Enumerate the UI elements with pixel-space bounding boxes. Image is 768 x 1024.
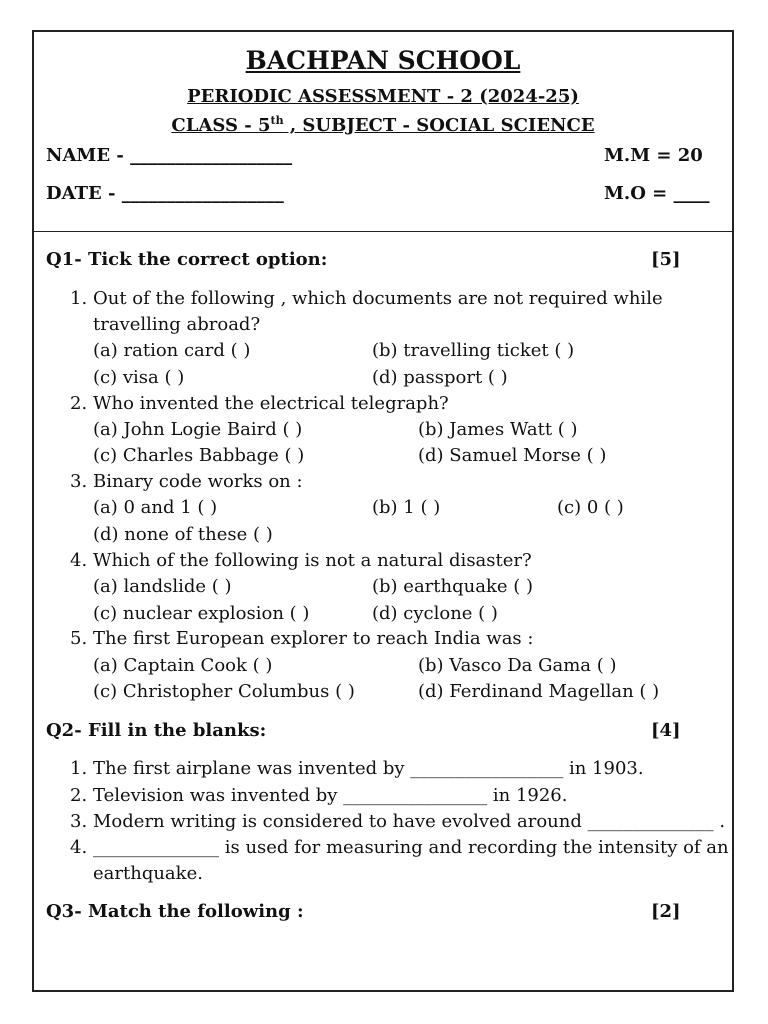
q1-num: 3. <box>70 471 88 492</box>
q2-blank: Modern writing is considered to have evolved around ______________ . <box>93 811 726 832</box>
option-b: (b) 1 ( ) <box>372 497 441 518</box>
option-d: (d) Ferdinand Magellan ( ) <box>418 681 660 702</box>
school-name: BACHPAN SCHOOL <box>245 46 521 75</box>
option-b: (b) earthquake ( ) <box>372 576 533 597</box>
option-b: (b) travelling ticket ( ) <box>372 340 575 361</box>
header-divider <box>33 231 733 232</box>
q3-title: Q3- Match the following : <box>46 901 304 922</box>
assessment-title: PERIODIC ASSESSMENT - 2 (2024-25) <box>187 86 579 107</box>
subject-label: , SUBJECT - SOCIAL SCIENCE <box>283 115 595 136</box>
option-a: (a) 0 and 1 ( ) <box>93 497 218 518</box>
option-b: (b) Vasco Da Gama ( ) <box>418 655 617 676</box>
class-label: CLASS - 5 <box>171 115 271 136</box>
option-c: (c) 0 ( ) <box>557 497 624 518</box>
q2-blank: The first airplane was invented by _________________ in 1903. <box>93 758 644 779</box>
q1-num: 1. <box>70 288 88 309</box>
option-a: (a) John Logie Baird ( ) <box>93 419 303 440</box>
q2-title: Q2- Fill in the blanks: <box>46 720 267 741</box>
option-c: (c) visa ( ) <box>93 367 185 388</box>
q1-num: 5. <box>70 628 88 649</box>
class-subject <box>0 115 766 137</box>
q1-title: Q1- Tick the correct option: <box>46 249 328 270</box>
q2-marks: [4] <box>651 720 681 741</box>
q1-question: The first European explorer to reach India was : <box>93 628 534 649</box>
class-sup: th <box>270 114 284 127</box>
q1-question: Which of the following is not a natural disaster? <box>93 550 532 571</box>
option-d: (d) cyclone ( ) <box>372 603 498 624</box>
q1-marks: [5] <box>651 249 681 270</box>
q1-question: Who invented the electrical telegraph? <box>93 393 449 414</box>
option-d: (d) Samuel Morse ( ) <box>418 445 607 466</box>
q2-num: 4. <box>70 837 88 858</box>
q2-num: 3. <box>70 811 88 832</box>
option-d: (d) none of these ( ) <box>93 524 273 545</box>
q3-marks: [2] <box>651 901 681 922</box>
q1-question-cont: travelling abroad? <box>93 314 261 335</box>
option-a: (a) Captain Cook ( ) <box>93 655 273 676</box>
max-marks: M.M = 20 <box>604 145 703 166</box>
q1-question: Out of the following , which documents are not required while <box>93 288 663 309</box>
option-c: (c) nuclear explosion ( ) <box>93 603 310 624</box>
q1-question: Binary code works on : <box>93 471 303 492</box>
option-b: (b) James Watt ( ) <box>418 419 578 440</box>
option-d: (d) passport ( ) <box>372 367 508 388</box>
option-a: (a) landslide ( ) <box>93 576 232 597</box>
option-a: (a) ration card ( ) <box>93 340 251 361</box>
date-field: DATE - __________________ <box>46 183 284 204</box>
marks-obtained: M.O = ____ <box>604 183 710 204</box>
q1-num: 4. <box>70 550 88 571</box>
q2-num: 2. <box>70 785 88 806</box>
q2-blank: Television was invented by ________________ in 1926. <box>93 785 568 806</box>
option-c: (c) Christopher Columbus ( ) <box>93 681 355 702</box>
name-field: NAME - __________________ <box>46 145 293 166</box>
q2-num: 1. <box>70 758 88 779</box>
q1-num: 2. <box>70 393 88 414</box>
option-c: (c) Charles Babbage ( ) <box>93 445 305 466</box>
q2-blank: ______________ is used for measuring and recording the intensity of an <box>93 837 729 858</box>
q2-blank-cont: earthquake. <box>93 863 203 884</box>
